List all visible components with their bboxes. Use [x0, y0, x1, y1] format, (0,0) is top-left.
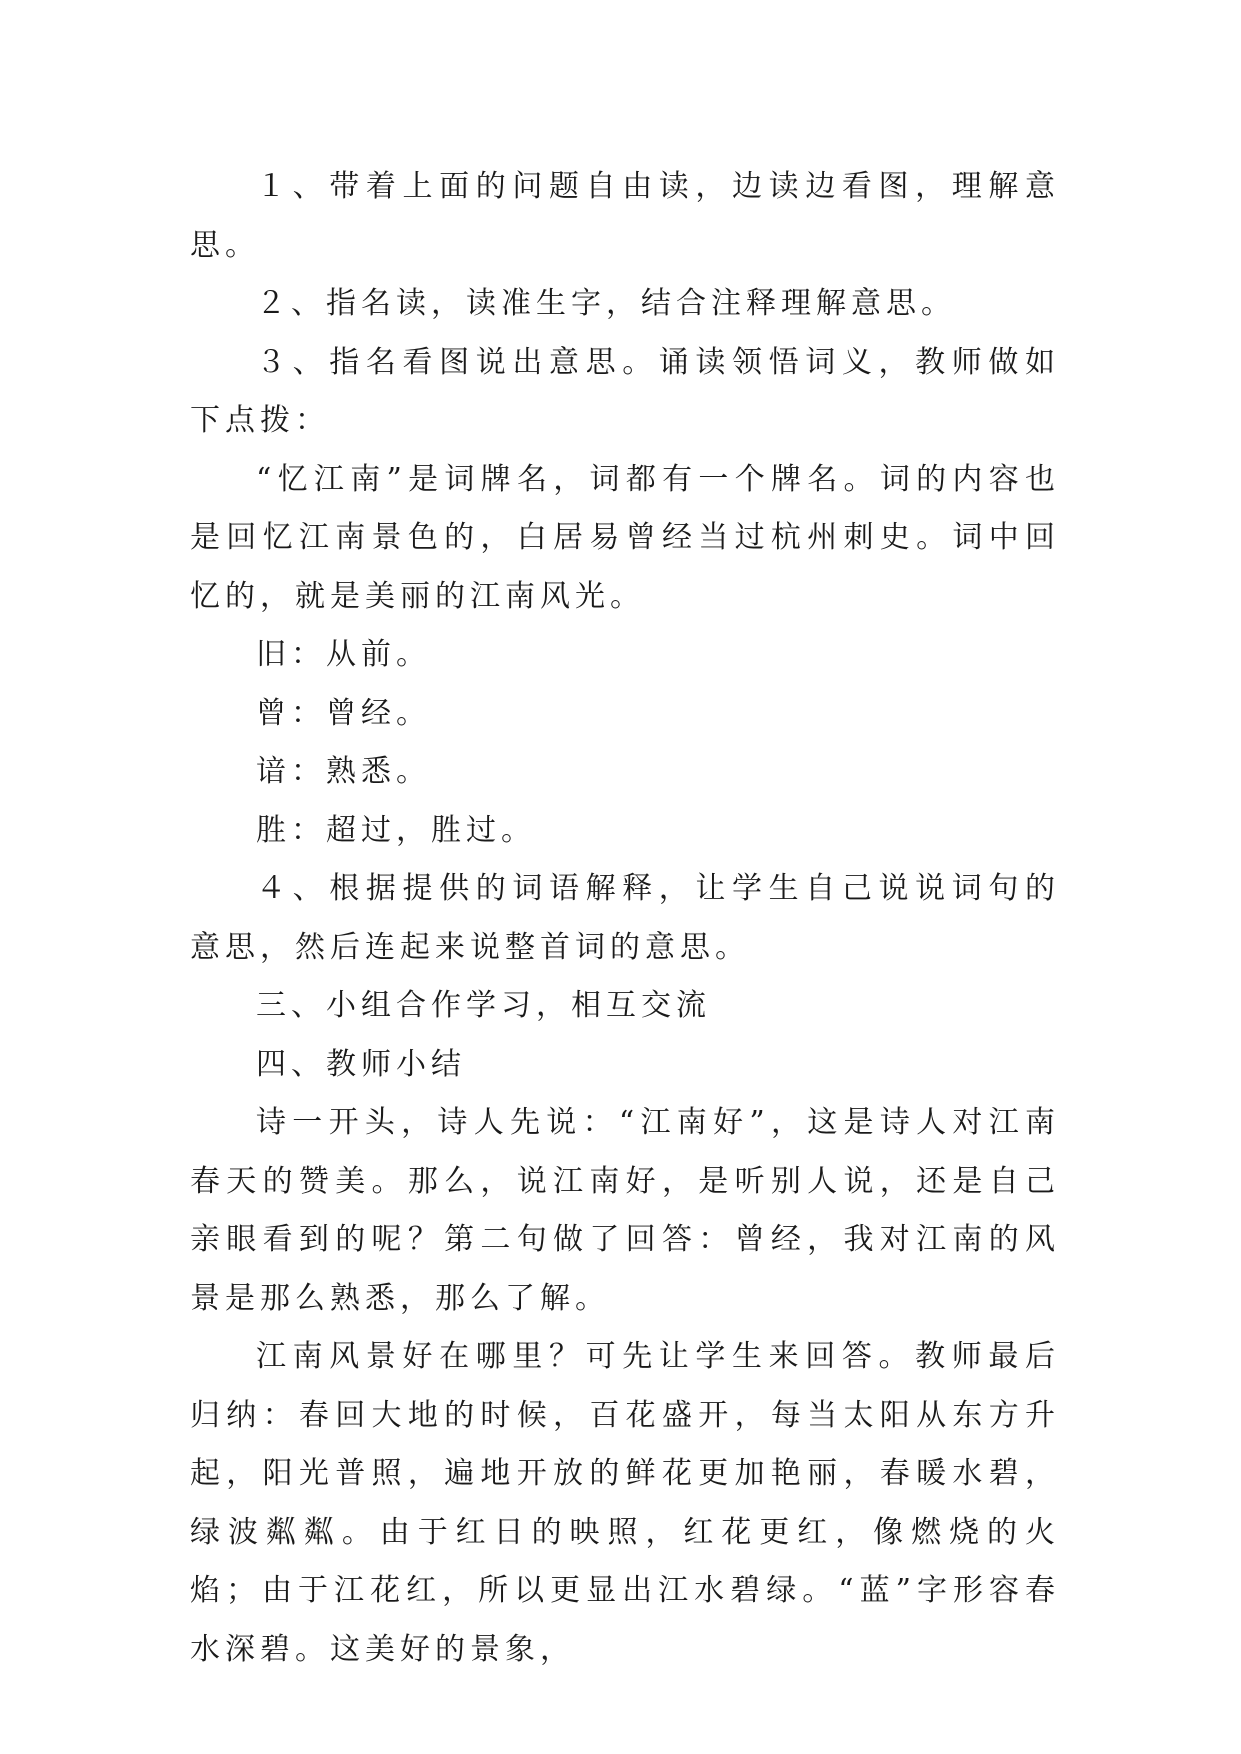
- paragraph-9: ４、根据提供的词语解释，让学生自己说说词句的意思，然后连起来说整首词的意思。: [190, 871, 1060, 965]
- paragraph-5: 旧：从前。: [256, 637, 431, 672]
- paragraph-10: 三、小组合作学习，相互交流: [256, 988, 711, 1023]
- paragraph-12: 诗一开头，诗人先说：“江南好”，这是诗人对江南春天的赞美。那么，说江南好，是听别人说，还是自己亲眼看到的呢？第二句做了回答：曾经，我对江南的风景是那么熟悉，那么了解。: [190, 1105, 1060, 1316]
- paragraph-2: ２、指名读，读准生字，结合注释理解意思。: [256, 286, 956, 321]
- paragraph-6: 曾：曾经。: [256, 695, 431, 731]
- paragraph-4: “忆江南”是词牌名，词都有一个牌名。词的内容也是回忆江南景色的，白居易曾经当过杭州刺史。词中回忆的，就是美丽的江南风光。: [190, 461, 1060, 614]
- paragraph-13: 江南风景好在哪里？可先让学生来回答。教师最后归纳：春回大地的时候，百花盛开，每当太阳从东方升起，阳光普照，遍地开放的鲜花更加艳丽，春暖水碧，绿波粼粼。由于红日的映照，红花更红，像燃烧的火焰；由于江花红，所以更显出江水碧绿。“蓝”字形容春水深碧。这美好的景象，: [190, 1339, 1060, 1667]
- paragraph-11: 四、教师小结: [256, 1046, 466, 1082]
- paragraph-1: １、带着上面的问题自由读，边读边看图，理解意思。: [190, 169, 1060, 263]
- paragraph-8: 胜：超过，胜过。: [256, 812, 536, 848]
- document-body: [190, 158, 1060, 1679]
- paragraph-7: 谙：熟悉。: [256, 754, 431, 789]
- paragraph-3: ３、指名看图说出意思。诵读领悟词义，教师做如下点拨：: [190, 344, 1060, 438]
